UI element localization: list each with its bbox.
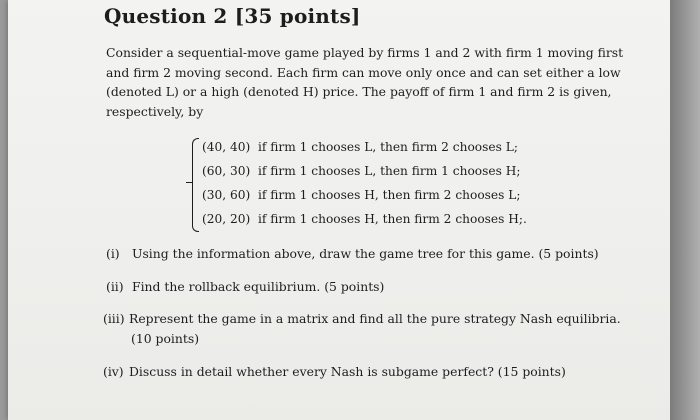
payoff-pair: (30, 60) — [202, 188, 251, 202]
sub-question — [106, 279, 384, 294]
sub-question-number: (i) — [106, 246, 120, 261]
question-intro — [106, 43, 624, 121]
payoff-case — [202, 164, 520, 178]
sub-question-number: (ii) — [106, 279, 124, 294]
question-title: Question 2 [35 points] — [104, 4, 361, 28]
page-edge-shadow — [670, 0, 700, 420]
intro-line: (denoted L) or a high (denoted H) price. The payoff of firm 1 and firm 2 is given, — [106, 84, 612, 100]
payoff-case — [202, 212, 527, 226]
sub-question-text: Using the information above, draw the game tree for this game. (5 points) — [132, 246, 599, 261]
sub-question-number: (iv) — [103, 364, 124, 379]
left-brace — [192, 138, 199, 232]
sub-question-continuation: (10 points) — [131, 331, 200, 346]
sub-question-text: Discuss in detail whether every Nash is subgame perfect? (15 points) — [129, 364, 566, 379]
sub-question-text: Represent the game in a matrix and find all the pure strategy Nash equilibria. — [129, 311, 621, 326]
payoff-case — [202, 140, 518, 154]
payoff-cases — [192, 136, 552, 234]
left-brace-tip — [186, 182, 192, 183]
intro-line: Consider a sequential-move game played by firms 1 and 2 with firm 1 moving first — [106, 45, 624, 60]
sub-question-number: (iii) — [103, 311, 125, 326]
payoff-pair: (40, 40) — [202, 140, 251, 154]
payoff-pair: (20, 20) — [202, 212, 251, 226]
payoff-condition: if firm 1 chooses H, then firm 2 chooses H;. — [258, 212, 527, 226]
intro-line: and firm 2 moving second. Each firm can move only once and can set either a low — [106, 64, 621, 80]
payoff-condition: if firm 1 chooses L, then firm 2 chooses L; — [258, 140, 518, 154]
sub-question — [103, 364, 566, 379]
payoff-condition: if firm 1 chooses H, then firm 2 chooses L; — [258, 188, 521, 202]
payoff-condition: if firm 1 chooses L, then firm 1 chooses H; — [258, 164, 521, 178]
intro-line: respectively, by — [106, 103, 204, 119]
payoff-pair: (60, 30) — [202, 164, 251, 178]
sub-question — [103, 311, 621, 326]
sub-question-text: Find the rollback equilibrium. (5 points) — [132, 279, 385, 294]
sub-question — [106, 246, 599, 261]
payoff-case — [202, 188, 520, 202]
